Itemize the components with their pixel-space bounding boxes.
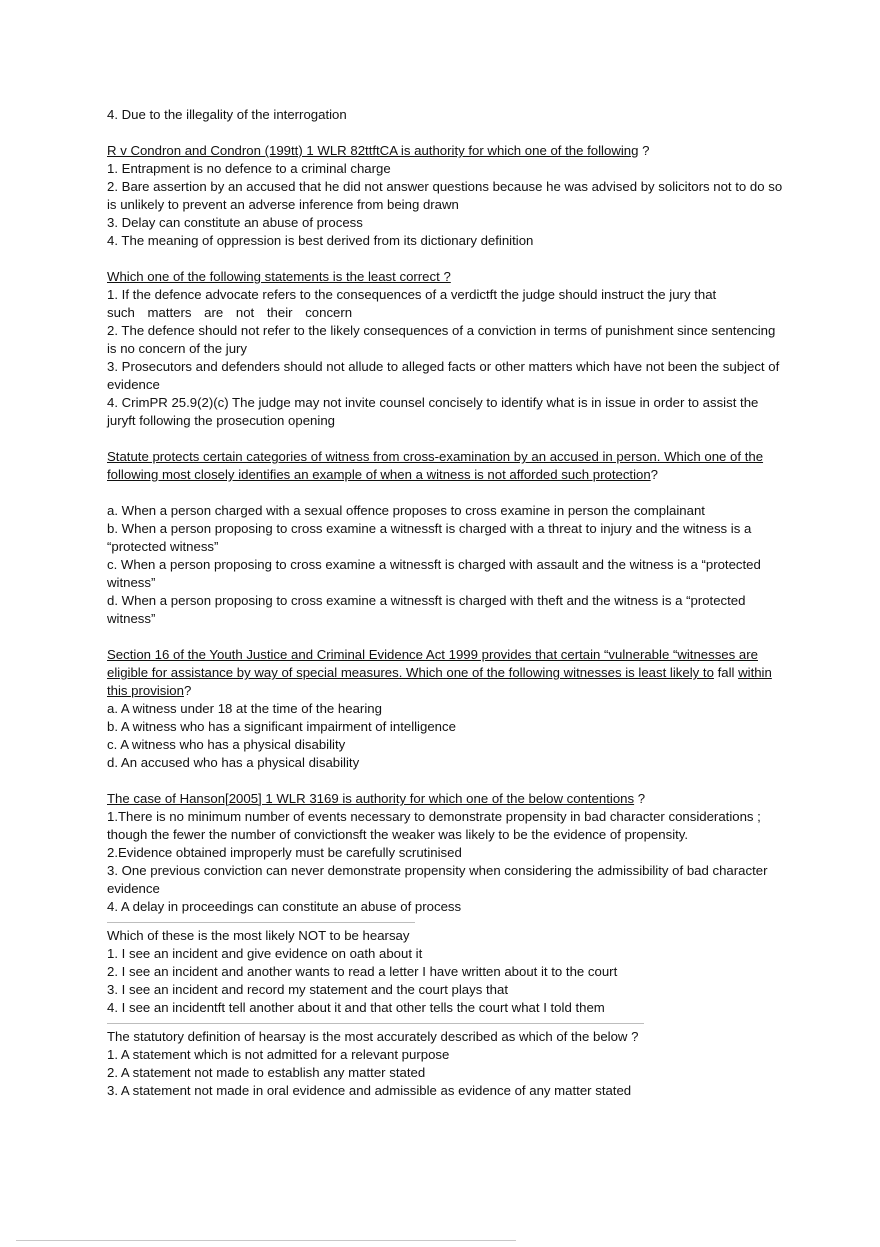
- footer-rule: [16, 1240, 516, 1241]
- answer-option: 2. The defence should not refer to the likely consequences of a conviction in terms of punishment since sentencing is no concern of the jury: [107, 323, 776, 356]
- answer-option: c. A witness who has a physical disability: [107, 737, 346, 752]
- question-3: [107, 448, 787, 484]
- question-mark: ?: [650, 467, 659, 482]
- question-6: Which of these is the most likely NOT to be hearsay: [107, 928, 410, 943]
- answer-option: 3. Prosecutors and defenders should not allude to alleged facts or other matters which have not been the subject of evidence: [107, 359, 780, 392]
- answer-option: 1. A statement which is not admitted for a relevant purpose: [107, 1047, 450, 1062]
- question-5: [107, 790, 787, 808]
- question-text: Section 16 of the Youth Justice and Criminal Evidence Act 1999 provides that certain “vulnerable “witnesses are eligible for assistance by way of special measures. Which one of the following witnesses is least likely to: [107, 647, 758, 680]
- answer-option: 4. The meaning of oppression is best derived from its dictionary definition: [107, 233, 534, 248]
- answer-option: 2. A statement not made to establish any matter stated: [107, 1065, 426, 1080]
- answer-option: d. An accused who has a physical disability: [107, 755, 360, 770]
- question-mark: ?: [634, 791, 646, 806]
- answer-option: 4. A delay in proceedings can constitute an abuse of process: [107, 899, 462, 914]
- divider: [107, 922, 415, 923]
- question-mark: ?: [183, 683, 192, 698]
- answer-option: 4. Due to the illegality of the interrogation: [107, 107, 347, 122]
- answer-option: 3. A statement not made in oral evidence and admissible as evidence of any matter stated: [107, 1083, 632, 1098]
- question-2: Which one of the following statements is the least correct ?: [107, 269, 451, 284]
- question-1: [107, 142, 787, 160]
- answer-option: 3. I see an incident and record my statement and the court plays that: [107, 982, 508, 997]
- answer-option: a. When a person charged with a sexual offence proposes to cross examine in person the complainant: [107, 503, 705, 518]
- answer-option: a. A witness under 18 at the time of the hearing: [107, 701, 382, 716]
- question-text-plain: fall: [713, 665, 739, 680]
- question-text: The case of Hanson[2005] 1 WLR 3169 is authority for which one of the below contentions: [107, 791, 635, 806]
- answer-option: 3. Delay can constitute an abuse of process: [107, 215, 363, 230]
- answer-option: 1.There is no minimum number of events necessary to demonstrate propensity in bad character considerations ; though the fewer the number of convictionsft the weaker was likely to be the evidence of propensity.: [107, 809, 761, 842]
- question-text: within this provision: [107, 665, 772, 698]
- question-text: R v Condron and Condron (199tt) 1 WLR 82ttftCA is authority for which one of the following: [107, 143, 639, 158]
- answer-option: 1. I see an incident and give evidence on oath about it: [107, 946, 423, 961]
- question-7: The statutory definition of hearsay is the most accurately described as which of the below ?: [107, 1029, 639, 1044]
- answer-option: b. When a person proposing to cross examine a witnessft is charged with a threat to injury and the witness is a “protected witness”: [107, 521, 752, 554]
- question-4: [107, 646, 787, 700]
- divider: [107, 1023, 644, 1024]
- answer-option: 2.Evidence obtained improperly must be carefully scrutinised: [107, 845, 462, 860]
- answer-option: 2. Bare assertion by an accused that he did not answer questions because he was advised by solicitors not to do so is unlikely to prevent an adverse inference from being drawn: [107, 179, 783, 212]
- answer-option: 4. CrimPR 25.9(2)(c) The judge may not invite counsel concisely to identify what is in issue in order to assist the juryft following the prosecution opening: [107, 395, 759, 428]
- question-mark: ?: [638, 143, 650, 158]
- document-page: [107, 106, 787, 1100]
- answer-option: 2. I see an incident and another wants to read a letter I have written about it to the court: [107, 964, 618, 979]
- answer-option: 3. One previous conviction can never demonstrate propensity when considering the admissibility of bad character evidence: [107, 863, 768, 896]
- answer-option: b. A witness who has a significant impairment of intelligence: [107, 719, 456, 734]
- answer-option: c. When a person proposing to cross examine a witnessft is charged with assault and the witness is a “protected witness”: [107, 557, 761, 590]
- answer-option: 1. Entrapment is no defence to a criminal charge: [107, 161, 391, 176]
- question-text: Statute protects certain categories of witness from cross-examination by an accused in person. Which one of the following most closely identifies an example of when a witness is not afforded such protection: [107, 449, 764, 482]
- answer-option: 4. I see an incidentft tell another about it and that other tells the court what I told them: [107, 1000, 605, 1015]
- answer-option: 1. If the defence advocate refers to the consequences of a verdictft the judge should instruct the jury that: [107, 287, 717, 302]
- answer-option-continuation: such matters are not their concern: [107, 305, 353, 320]
- answer-option: d. When a person proposing to cross examine a witnessft is charged with theft and the witness is a “protected witness”: [107, 593, 746, 626]
